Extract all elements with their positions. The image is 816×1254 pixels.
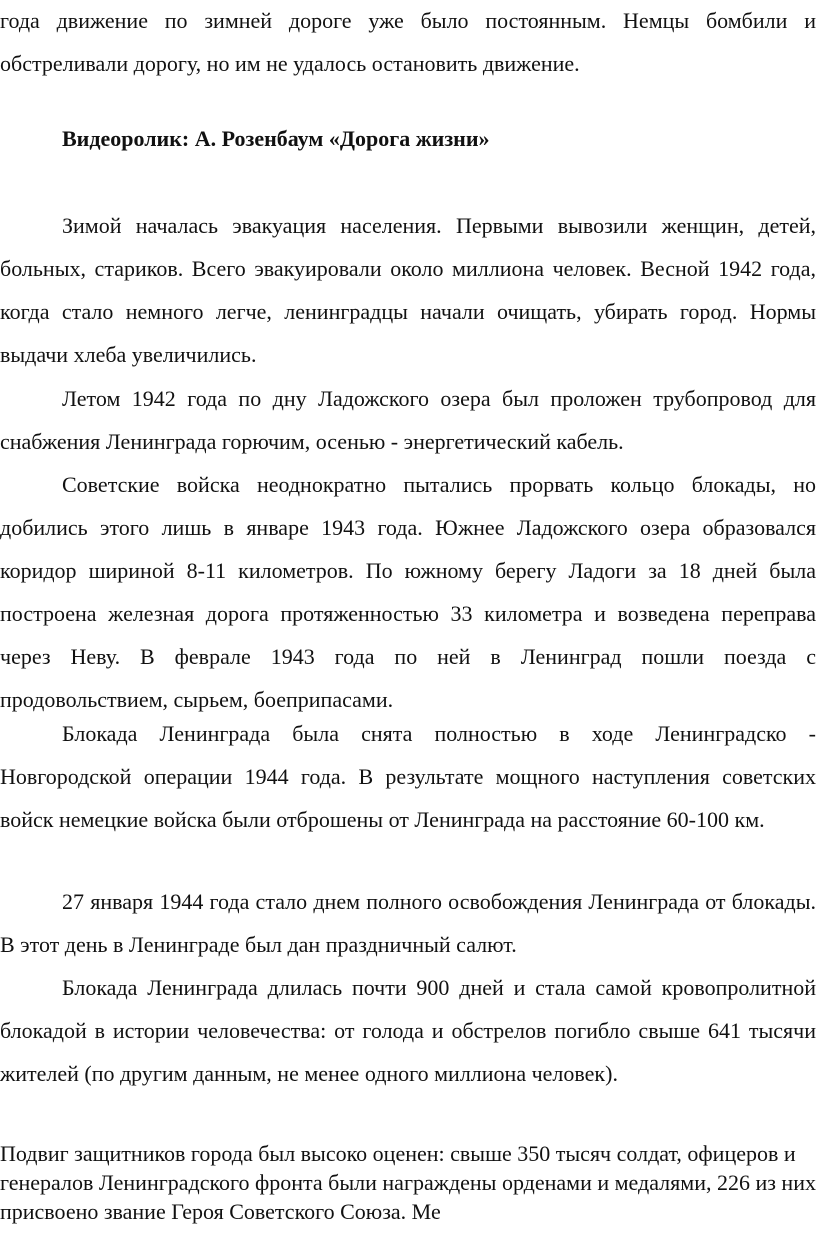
paragraph-breakthrough: Советские войска неоднократно пытались прорвать кольцо блокады, но добились этого лишь в январе 1943 года. Южнее Ладожского озера образовался коридор шириной 8-11 километров. По южному берегу Ладоги за 18 дней была построена железная дорога протяженностью 33 километра и возведена переправа через Неву. В феврале 1943 года по ней в Ленинград пошли поезда с продовольствием, сырьем, боеприпасами. (0, 472, 816, 712)
paragraph-liberation: 27 января 1944 года стало днем полного освобождения Ленинграда от блокады. В этот день в Ленинграде был дан праздничный салют. (0, 889, 816, 957)
paragraph-lifting: Блокада Ленинграда была снята полностью в ходе Ленинградско - Новгородской операции 1944 года. В результате мощного наступления советских войск немецкие войска были отброшены от Ленинграда на расстояние 60-100 км. (0, 721, 816, 832)
video-heading: Видеоролик: А. Розенбаум «Дорога жизни» (62, 126, 490, 151)
paragraph-casualties: Блокада Ленинграда длилась почти 900 дней и стала самой кровопролитной блокадой в истории человечества: от голода и обстрелов погибло свыше 641 тысячи жителей (по другим данным, не менее одного миллиона человек). (0, 975, 816, 1086)
paragraph-evacuation: Зимой началась эвакуация населения. Первыми вывозили женщин, детей, больных, стариков. Всего эвакуировали около миллиона человек. Весной 1942 года, когда стало немного легче, ленинградцы начали очищать, убирать город. Нормы выдачи хлеба увеличились. (0, 213, 816, 367)
paragraph-pipeline: Летом 1942 года по дну Ладожского озера был проложен трубопровод для снабжения Ленинграда горючим, осенью - энергетический кабель. (0, 386, 816, 454)
paragraph-heroism: Подвиг защитников города был высоко оценен: свыше 350 тысяч солдат, офицеров и генералов Ленинградского фронта были награждены орденами и медалями, 226 из них присвоено звание Героя Советского Союза. Ме (0, 1141, 816, 1224)
paragraph-continuation: года движение по зимней дороге уже было постоянным. Немцы бомбили и обстреливали дорогу, но им не удалось остановить движение. (0, 8, 816, 76)
